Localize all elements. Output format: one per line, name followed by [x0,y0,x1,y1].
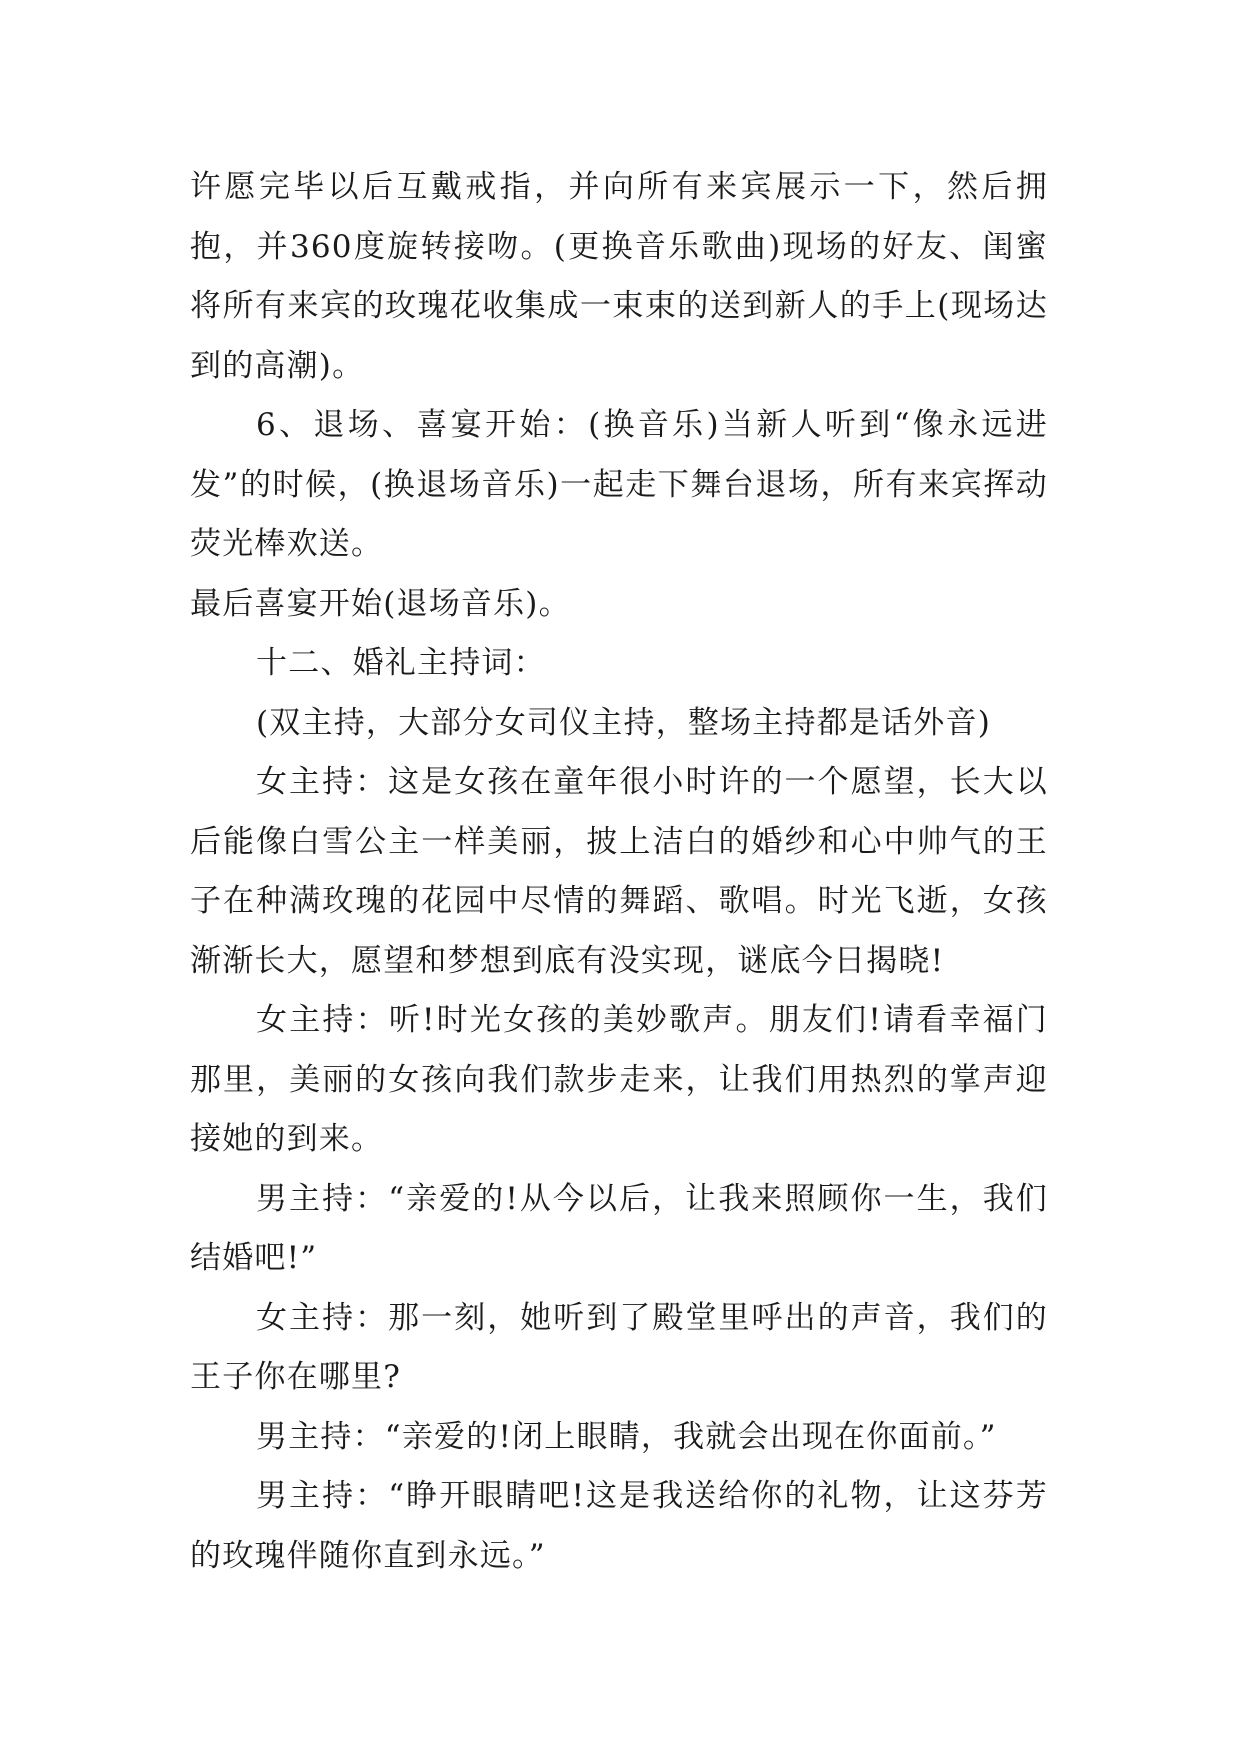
paragraph-female-host-1: 女主持：这是女孩在童年很小时许的一个愿望，长大以后能像白雪公主一样美丽，披上洁白的婚纱和心中帅气的王子在种满玫瑰的花园中尽情的舞蹈、歌唱。时光飞逝，女孩渐渐长大，愿望和梦想到底有没实现，谜底今日揭晓! [190,764,1048,979]
paragraph-female-host-2: 女主持：听!时光女孩的美妙歌声。朋友们!请看幸福门那里，美丽的女孩向我们款步走来，让我们用热烈的掌声迎接她的到来。 [190,1002,1048,1157]
body-text [190,158,1048,1586]
paragraph-vow-ring-exchange: 许愿完毕以后互戴戒指，并向所有来宾展示一下，然后拥抱，并360度旋转接吻。(更换音乐歌曲)现场的好友、闺蜜将所有来宾的玫瑰花收集成一束束的送到新人的手上(现场达到的高潮)。 [190,169,1048,384]
paragraph-banquet-start: 最后喜宴开始(退场音乐)。 [190,585,571,622]
paragraph-female-host-3: 女主持：那一刻，她听到了殿堂里呼出的声音，我们的王子你在哪里? [190,1299,1048,1395]
section-heading-host-script: 十二、婚礼主持词： [256,645,546,681]
paragraph-male-host-1: 男主持：“亲爱的!从今以后，让我来照顾你一生，我们结婚吧!” [190,1180,1048,1276]
paragraph-male-host-3: 男主持：“睁开眼睛吧!这是我送给你的礼物，让这芬芳的玫瑰伴随你直到永远。” [190,1478,1048,1574]
paragraph-exit-banquet: 6、退场、喜宴开始：(换音乐)当新人听到“像永远进发”的时候，(换退场音乐)一起走下舞台退场，所有来宾挥动荧光棒欢送。 [190,407,1048,562]
paragraph-male-host-2: 男主持：“亲爱的!闭上眼睛，我就会出现在你面前。” [256,1418,997,1455]
paragraph-host-note: (双主持，大部分女司仪主持，整场主持都是话外音) [256,704,991,741]
